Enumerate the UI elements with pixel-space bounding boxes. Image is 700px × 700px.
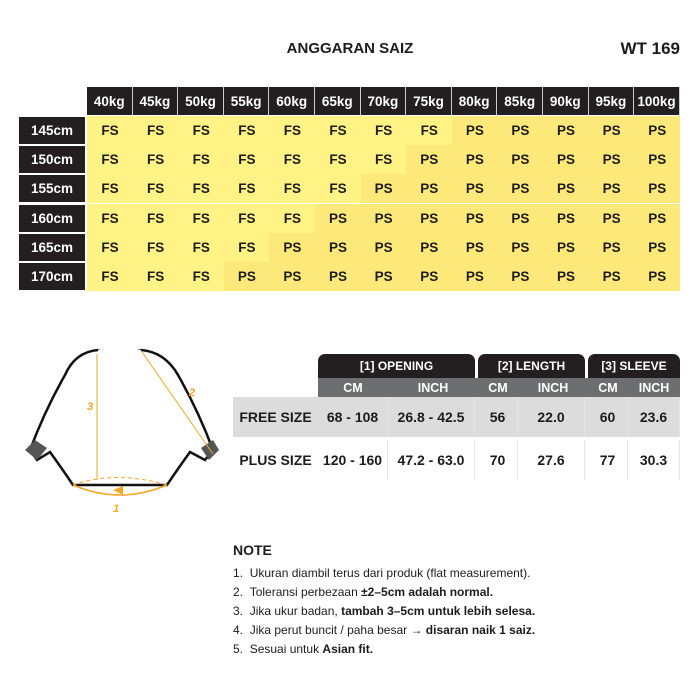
measurement-value: 22.0 (518, 397, 585, 437)
size-cell: PS (315, 262, 361, 291)
size-cell: PS (452, 262, 498, 291)
height-label: 160cm (19, 205, 85, 232)
note-number: 1. (233, 566, 244, 580)
size-cell: FS (178, 116, 224, 145)
weight-header: 55kg (224, 87, 270, 115)
size-cell: PS (543, 204, 589, 233)
measurement-value: 68 - 108 (318, 397, 388, 437)
weight-header: 45kg (133, 87, 179, 115)
weight-header: 65kg (315, 87, 361, 115)
label-2: 2 (189, 387, 196, 399)
size-cell: FS (178, 145, 224, 174)
size-cell: FS (269, 204, 315, 233)
size-cell: FS (178, 204, 224, 233)
size-cell: PS (452, 174, 498, 203)
measurement-value: 27.6 (518, 440, 585, 480)
weight-header: 80kg (452, 87, 498, 115)
label-3: 3 (87, 401, 94, 413)
size-cell: FS (361, 145, 407, 174)
note-text: Ukuran diambil terus dari produk (flat measurement). (249, 566, 531, 580)
size-cell: FS (178, 262, 224, 291)
measurement-value: 23.6 (628, 397, 680, 437)
size-cell: FS (269, 145, 315, 174)
size-cell: PS (589, 116, 635, 145)
size-cell: FS (87, 116, 133, 145)
row-label-free-size: FREE SIZE (239, 409, 312, 425)
note-item (233, 642, 373, 656)
size-cell: PS (543, 145, 589, 174)
size-cell: PS (452, 145, 498, 174)
size-cell: PS (589, 174, 635, 203)
unit-header: CM (588, 378, 628, 397)
size-cell: PS (634, 262, 680, 291)
size-cell: FS (224, 204, 270, 233)
size-cell: PS (406, 174, 452, 203)
group-sleeve: [3] SLEEVE (588, 354, 680, 378)
height-label: 155cm (19, 175, 85, 202)
size-cell: PS (315, 204, 361, 233)
note-item (233, 623, 535, 637)
size-cell: PS (497, 116, 543, 145)
size-cell: FS (133, 204, 179, 233)
size-cell: PS (543, 262, 589, 291)
size-cell: FS (269, 174, 315, 203)
size-cell: FS (87, 233, 133, 262)
group-length: [2] LENGTH (478, 354, 585, 378)
size-cell: PS (497, 174, 543, 203)
weight-header: 75kg (406, 87, 452, 115)
page-title: ANGGARAN SAIZ (286, 40, 414, 57)
height-label: 145cm (19, 117, 85, 144)
size-cell: PS (269, 233, 315, 262)
size-cell: FS (133, 145, 179, 174)
size-cell: PS (269, 262, 315, 291)
note-number: 2. (233, 585, 244, 599)
note-item (233, 585, 493, 599)
height-label: 165cm (19, 234, 85, 261)
note-bold: ±2–5cm adalah normal. (361, 585, 494, 599)
size-cell: PS (497, 262, 543, 291)
weight-header: 85kg (497, 87, 543, 115)
measurement-value: 70 (478, 440, 518, 480)
note-number: 3. (233, 604, 244, 618)
row-label-plus-size: PLUS SIZE (239, 452, 312, 468)
measurement-value: 77 (588, 440, 628, 480)
size-cell: PS (406, 145, 452, 174)
measurement-value: 47.2 - 63.0 (388, 440, 475, 480)
size-cell: PS (406, 262, 452, 291)
height-label: 150cm (19, 146, 85, 173)
weight-header: 95kg (589, 87, 635, 115)
size-cell: PS (406, 233, 452, 262)
size-cell: FS (133, 233, 179, 262)
size-cell: FS (133, 262, 179, 291)
size-cell: PS (634, 174, 680, 203)
size-cell: PS (634, 145, 680, 174)
note-bold: tambah 3–5cm untuk lebih selesa. (341, 604, 536, 618)
size-cell: FS (133, 116, 179, 145)
size-cell: FS (87, 174, 133, 203)
size-cell: FS (178, 233, 224, 262)
note-number: 5. (233, 642, 244, 656)
size-cell: PS (361, 233, 407, 262)
weight-header: 60kg (269, 87, 315, 115)
size-cell: PS (452, 233, 498, 262)
size-cell: FS (224, 174, 270, 203)
unit-header: CM (478, 378, 518, 397)
note-text: Toleransi perbezaan (249, 585, 362, 599)
size-cell: PS (589, 204, 635, 233)
size-cell: FS (87, 204, 133, 233)
weight-header: 50kg (178, 87, 224, 115)
size-cell: FS (178, 174, 224, 203)
size-cell: FS (269, 116, 315, 145)
size-cell: FS (224, 116, 270, 145)
weight-header: 100kg (634, 87, 680, 115)
size-cell: FS (224, 145, 270, 174)
size-cell: FS (315, 116, 361, 145)
size-cell: PS (361, 204, 407, 233)
size-cell: PS (361, 174, 407, 203)
size-cell: FS (87, 262, 133, 291)
size-cell: PS (497, 233, 543, 262)
size-cell: PS (543, 233, 589, 262)
unit-header: INCH (388, 378, 478, 397)
note-bold: disaran naik 1 saiz. (425, 623, 536, 637)
size-cell: PS (452, 116, 498, 145)
weight-header: 40kg (87, 87, 133, 115)
height-label: 170cm (19, 263, 85, 290)
size-cell: PS (589, 145, 635, 174)
size-cell: PS (315, 233, 361, 262)
weight-header: 70kg (361, 87, 407, 115)
size-cell: PS (452, 204, 498, 233)
size-cell: PS (589, 233, 635, 262)
size-cell: PS (406, 204, 452, 233)
measurement-value: 56 (478, 397, 518, 437)
size-cell: FS (315, 174, 361, 203)
size-cell: PS (224, 262, 270, 291)
note-item (233, 604, 535, 618)
unit-header: INCH (518, 378, 588, 397)
note-item (233, 566, 530, 580)
size-cell: FS (87, 145, 133, 174)
sweater-diagram (15, 340, 230, 520)
weight-header: 90kg (543, 87, 589, 115)
group-opening: [1] OPENING (318, 354, 475, 378)
size-cell: PS (361, 262, 407, 291)
size-cell: PS (634, 116, 680, 145)
note-text: Sesuai untuk (249, 642, 323, 656)
size-cell: PS (634, 204, 680, 233)
size-cell: FS (224, 233, 270, 262)
size-cell: FS (133, 174, 179, 203)
size-cell: FS (406, 116, 452, 145)
unit-header: CM (318, 378, 388, 397)
size-cell: PS (543, 116, 589, 145)
measurement-value: 120 - 160 (318, 440, 388, 480)
measurement-value: 26.8 - 42.5 (388, 397, 475, 437)
measurement-value: 60 (588, 397, 628, 437)
product-code: WT 169 (620, 39, 680, 58)
note-title: NOTE (233, 542, 272, 558)
size-cell: PS (543, 174, 589, 203)
unit-header: INCH (628, 378, 680, 397)
size-cell: PS (497, 204, 543, 233)
size-cell: FS (361, 116, 407, 145)
note-number: 4. (233, 623, 244, 637)
size-cell: PS (497, 145, 543, 174)
note-text: Jika ukur badan, (249, 604, 342, 618)
note-text: Jika perut buncit / paha besar → (249, 623, 426, 637)
size-cell: FS (315, 145, 361, 174)
label-1: 1 (113, 503, 120, 515)
note-bold: Asian fit. (322, 642, 374, 656)
measurement-value: 30.3 (628, 440, 680, 480)
size-cell: PS (634, 233, 680, 262)
size-cell: PS (589, 262, 635, 291)
